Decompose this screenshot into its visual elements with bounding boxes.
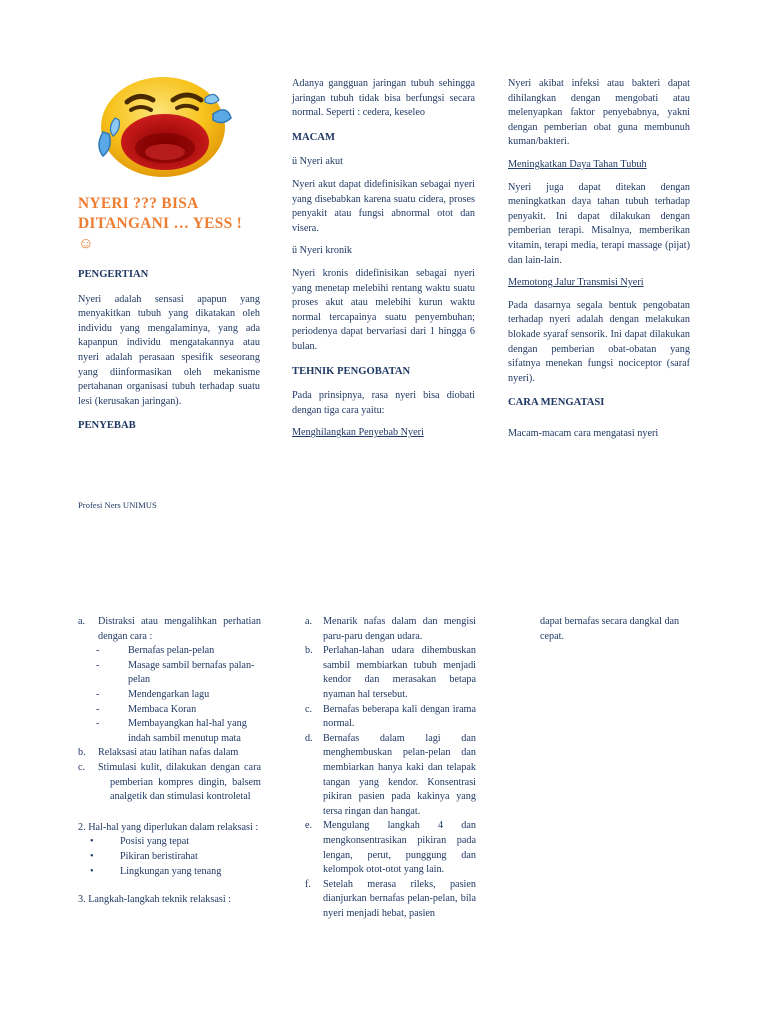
nyeri-akut-label: ü Nyeri akut <box>292 156 343 168</box>
footer-credit: Profesi Ners UNIMUS <box>78 500 157 510</box>
subheading-memotong: Memotong Jalur Transmisi Nyeri <box>508 277 644 289</box>
heading-tehnik-pengobatan: TEHNIK PENGOBATAN <box>292 365 411 377</box>
continuation-column-1 <box>78 615 261 908</box>
item-3-text: 3. Langkah-langkah teknik relaksasi : <box>78 894 232 906</box>
sublist-item <box>96 717 261 746</box>
crying-face-icon <box>81 70 241 180</box>
bullet-item <box>90 850 261 865</box>
bullet-item <box>90 835 261 850</box>
list-marker: - <box>96 645 100 657</box>
continuation-column-2 <box>305 615 476 921</box>
list-marker: a. <box>305 616 313 627</box>
daya-tahan-paragraph: Nyeri juga dapat ditekan dengan meningkatkan daya tahan tubuh terhadap penyakit. Ini dapat dilakukan dengan pemberian terapi. Misalnya, memberikan vitamin, terapi media, terapi massage (pijat) dan lain-lain. <box>508 181 690 266</box>
penyebab-paragraph: Adanya gangguan jaringan tubuh sehingga jaringan tubuh tidak bisa berfungsi secara normal. Seperti : cedera, keseleo <box>292 78 475 119</box>
step-item <box>305 732 476 820</box>
list-marker: • <box>90 865 94 877</box>
list-text: Mengulang langkah 4 dan mengkonsentrasikan pikiran pada lengan, perut, punggung dan kelompok otot-otot yang lain. <box>323 820 476 876</box>
list-text: Bernafas beberapa kali dengan irama normal. <box>323 703 476 730</box>
list-text: Lingkungan yang tenang <box>120 865 222 877</box>
list-marker: b. <box>305 645 313 657</box>
list-marker: d. <box>305 732 313 744</box>
list-marker: c. <box>78 761 86 773</box>
list-marker: a. <box>78 616 86 627</box>
list-item-c <box>78 761 261 805</box>
list-text: Setelah merasa rileks, pasien dianjurkan bernafas pelan-pelan, bila nyeri menjadi hebat, pasien <box>323 878 476 919</box>
list-text: Stimulasi kulit, dilakukan dengan cara pemberian kompres dingin, balsem analgetik dan stimulasi kontroletal <box>98 761 261 803</box>
step-item <box>305 615 476 644</box>
continuation-text: dapat bernafas secara dangkal dan cepat. <box>540 616 680 642</box>
list-marker: b. <box>78 747 86 759</box>
nyeri-akut-paragraph: Nyeri akut dapat didefinisikan sebagai nyeri yang disebabkan karena suatu cidera, proses penyakit atau fungsi abnormal otot dan visera. <box>292 178 475 234</box>
heading-pengertian: PENGERTIAN <box>78 269 149 280</box>
list-marker: e. <box>305 820 313 832</box>
nyeri-kronik-label: ü Nyeri kronik <box>292 245 352 257</box>
continuation-column-3 <box>540 615 690 644</box>
cara-paragraph: Macam-macam cara mengatasi nyeri <box>508 427 659 439</box>
list-marker: - <box>96 718 100 730</box>
memotong-paragraph: Pada dasarnya segala bentuk pengobatan terhadap nyeri adalah dengan melakukan blokade syaraf sensorik. Ini dapat dilakukan dengan pemberian obat-obatan yang sifatnya menekan fungsi nociceptor (saraf nyeri). <box>508 299 690 384</box>
leaflet-column-2 <box>292 77 475 441</box>
list-text: Membayangkan hal-hal yang indah sambil menutup mata <box>128 718 247 744</box>
sublist-item <box>96 644 261 659</box>
list-marker: • <box>90 850 94 862</box>
step-item <box>305 819 476 877</box>
continuation-page <box>0 615 768 1024</box>
step-item <box>305 878 476 922</box>
list-marker: c. <box>305 703 313 715</box>
list-marker: f. <box>305 878 311 890</box>
subheading-daya-tahan: Meningkatkan Daya Tahan Tubuh <box>508 158 647 170</box>
pengertian-paragraph: Nyeri adalah sensasi apapun yang menyakitkan tubuh yang dikatakan oleh individu yang mengalaminya, yang ada kapanpun individu mengatakannya atau nyeri adalah perasaan spesifik seseorang yang diinformasikan oleh mekanisme pertahanan organisasi tubuh terhadap suatu lesi (kerusakan jaringan). <box>78 293 260 407</box>
list-text: Bernafas pelan-pelan <box>128 645 215 657</box>
list-marker: - <box>96 659 100 671</box>
sublist-item <box>96 688 261 703</box>
list-text: Perlahan-lahan udara dihembuskan sambil membiarkan tubuh menjadi kendor dan merasakan betapa nyaman hal tersebut. <box>323 645 476 700</box>
list-item-a <box>78 615 261 644</box>
relaksasi-requirements-list <box>78 835 261 879</box>
list-item-b <box>78 746 261 761</box>
heading-macam: MACAM <box>292 131 335 143</box>
list-text: Distraksi atau mengalihkan perhatian dengan cara : <box>98 616 261 642</box>
item-2-text: 2. Hal-hal yang diperlukan dalam relaksasi : <box>78 821 259 833</box>
distraksi-sublist <box>78 644 261 746</box>
heading-penyebab: PENYEBAB <box>78 420 136 432</box>
sublist-item <box>96 703 261 718</box>
leaflet-column-1 <box>78 70 260 444</box>
list-text: Menarik nafas dalam dan mengisi paru-paru dengan udara. <box>323 616 476 642</box>
list-text: Bernafas dalam lagi dan menghembuskan pelan-pelan dan membiarkan hanya kaki dan telapak tangan yang kendor. Konsentrasi pikiran pasien pada kakinya yang tersa ringan dan hangat. <box>323 732 476 817</box>
list-text: Posisi yang tepat <box>120 836 190 848</box>
nyeri-kronik-paragraph: Nyeri kronis didefinisikan sebagai nyeri yang menetap melebihi rentang waktu suatu proses akut atau melebihi kurun waktu normal tercapainya suatu penyembuhan; periodenya dapat bervariasi dari 1 hingga 6 bulan. <box>292 267 475 352</box>
sublist-item <box>96 659 261 688</box>
leaflet-column-3 <box>508 77 690 441</box>
step-item <box>305 644 476 702</box>
list-marker: - <box>96 703 100 715</box>
tehnik-paragraph: Pada prinsipnya, rasa nyeri bisa diobati dengan tiga cara yaitu: <box>292 390 475 416</box>
list-text: Relaksasi atau latihan nafas dalam <box>98 747 239 759</box>
subheading-menghilangkan: Menghilangkan Penyebab Nyeri <box>292 427 424 439</box>
bullet-item <box>90 865 261 880</box>
step-item <box>305 703 476 732</box>
list-text: Masage sambil bernafas palan-pelan <box>128 659 255 686</box>
list-marker: • <box>90 836 94 848</box>
list-text: Mendengarkan lagu <box>128 688 210 700</box>
list-text: Membaca Koran <box>128 703 197 715</box>
menghilangkan-paragraph: Nyeri akibat infeksi atau bakteri dapat dihilangkan dengan mengobati atau melenyapkan faktor penyebabnya, yakni dengan pemberian obat guna membunuh kuman/bakteri. <box>508 78 690 148</box>
leaflet-title: NYERI ??? BISA DITANGANI … YESS ! ☺ <box>78 195 243 252</box>
heading-cara-mengatasi: CARA MENGATASI <box>508 397 605 409</box>
list-marker: - <box>96 688 100 700</box>
list-text: Pikiran beristirahat <box>120 850 198 862</box>
